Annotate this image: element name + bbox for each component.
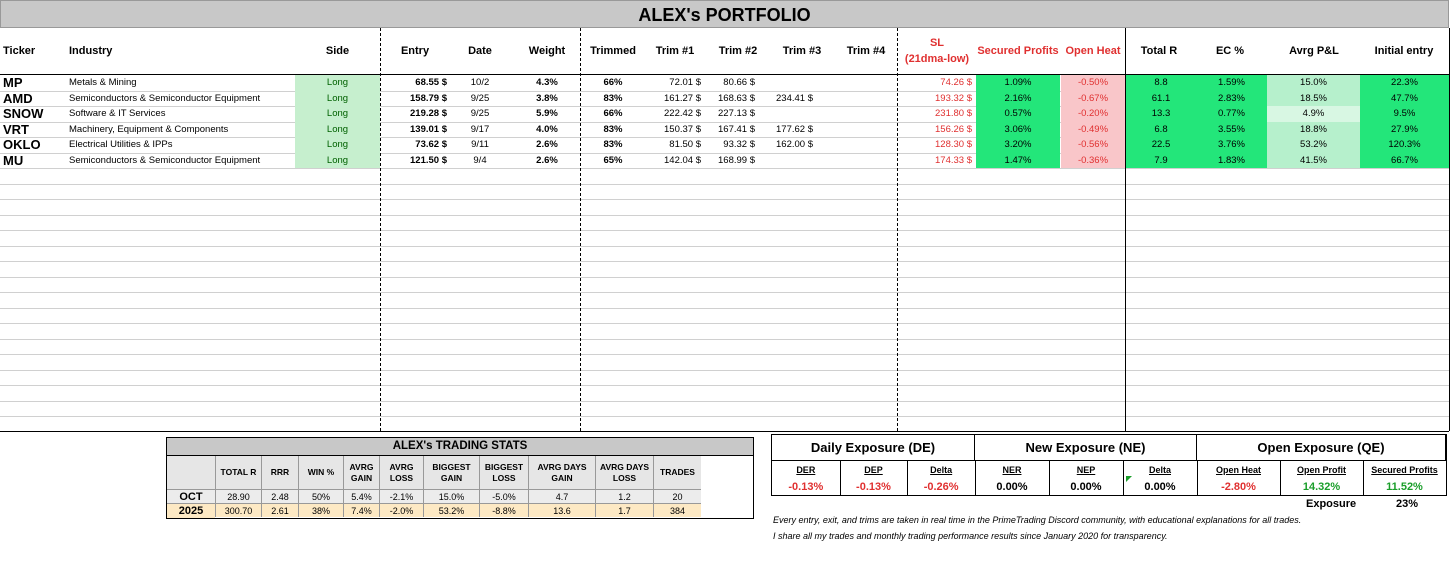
header-trim1[interactable]: Trim #1: [655, 45, 695, 57]
table-row[interactable]: [0, 106, 1449, 122]
cell-entry[interactable]: 158.79 $: [410, 92, 447, 104]
cell-total-r[interactable]: 7.9: [1126, 153, 1196, 169]
stats-row-label: 2025: [167, 503, 215, 518]
exposure-group-title: New Exposure (NE): [975, 435, 1197, 461]
stats-header: AVRG GAIN: [343, 456, 379, 489]
exposure-label: Open Profit: [1297, 465, 1346, 475]
cell-entry[interactable]: 121.50 $: [410, 154, 447, 166]
exposure-label: Open Heat: [1215, 465, 1261, 475]
cell-trim1[interactable]: 81.50 $: [669, 139, 701, 150]
stats-value: 2.48: [261, 489, 298, 503]
stats-value: 2.61: [261, 503, 298, 517]
exposure-value: 14.32%: [1302, 481, 1341, 493]
cell-trim1[interactable]: 72.01 $: [669, 77, 701, 88]
cell-trimmed[interactable]: 66%: [603, 108, 623, 119]
cell-ticker[interactable]: SNOW: [3, 106, 44, 121]
stats-value: -2.0%: [379, 503, 423, 517]
cell-sl[interactable]: 174.33 $: [935, 154, 972, 166]
grid-line: [0, 230, 1449, 231]
stats-value: -2.1%: [379, 489, 423, 503]
cell-date[interactable]: 9/25: [470, 92, 490, 104]
header-trimmed[interactable]: Trimmed: [590, 45, 636, 57]
cell-heat[interactable]: -0.50%: [1061, 75, 1125, 91]
exposure-value: 0.00%: [1144, 481, 1176, 493]
exposure-value: 0.00%: [1070, 481, 1102, 493]
cell-trim1[interactable]: 222.42 $: [664, 108, 701, 119]
cell-heat[interactable]: -0.49%: [1061, 122, 1125, 138]
cell-trimmed[interactable]: 66%: [603, 77, 623, 88]
cell-industry[interactable]: Metals & Mining: [69, 77, 137, 88]
stats-value: 4.7: [528, 489, 595, 503]
grid-line: [0, 261, 1449, 262]
cell-entry[interactable]: 139.01 $: [410, 123, 447, 135]
exposure-group-title: Open Exposure (QE): [1197, 435, 1446, 461]
header-industry[interactable]: Industry: [69, 45, 113, 57]
disclaimer-note: Every entry, exit, and trims are taken in real time in the PrimeTrading Discord community, with educational explanations for all trades.: [773, 515, 1302, 525]
header-ticker[interactable]: Ticker: [3, 45, 36, 57]
header-date[interactable]: Date: [468, 45, 492, 57]
cell-secured[interactable]: 1.09%: [976, 75, 1060, 91]
cell-ticker[interactable]: AMD: [3, 90, 33, 106]
separator-solid: [1449, 28, 1450, 431]
grid-line: [0, 323, 1449, 324]
comment-indicator-icon: [1126, 476, 1132, 482]
cell-weight[interactable]: 4.0%: [536, 123, 558, 135]
exposure-label: DER: [796, 465, 816, 475]
stats-header: AVRG DAYS LOSS: [595, 456, 653, 489]
cell-trim3[interactable]: 162.00 $: [776, 139, 813, 150]
cell-trim3[interactable]: 234.41 $: [776, 92, 813, 104]
cell-industry[interactable]: Electrical Utilities & IPPs: [69, 139, 173, 150]
cell-date[interactable]: 9/4: [473, 154, 487, 166]
cell-secured[interactable]: 3.06%: [976, 122, 1060, 138]
cell-ec[interactable]: 2.83%: [1196, 91, 1267, 107]
table-row[interactable]: [0, 137, 1449, 153]
exposure-panel: [771, 434, 1447, 496]
grid-line: [0, 292, 1449, 293]
cell-total-r[interactable]: 6.8: [1126, 122, 1196, 138]
exposure-group-title: Daily Exposure (DE): [772, 435, 975, 461]
cell-trim3[interactable]: [765, 106, 813, 122]
cell-side[interactable]: Long: [295, 91, 380, 107]
disclaimer-note: I share all my trades and monthly trading performance results since January 2020 for transparency.: [773, 531, 1168, 541]
cell-sl[interactable]: 128.30 $: [935, 139, 972, 150]
trading-stats-table: [166, 437, 754, 519]
cell-industry[interactable]: Semiconductors & Semiconductor Equipment: [69, 154, 261, 166]
exposure-separator: [1123, 461, 1124, 495]
cell-total-r[interactable]: 13.3: [1126, 106, 1196, 122]
cell-secured[interactable]: 3.20%: [976, 137, 1060, 153]
exposure-value: -0.13%: [788, 481, 824, 493]
cell-weight[interactable]: 2.6%: [536, 154, 558, 166]
header-side[interactable]: Side: [325, 45, 350, 57]
cell-heat[interactable]: -0.56%: [1061, 137, 1125, 153]
stats-value: 7.4%: [343, 503, 379, 517]
cell-secured[interactable]: 0.57%: [976, 106, 1060, 122]
exposure-value: -0.26%: [923, 481, 959, 493]
stats-header: BIGGEST LOSS: [479, 456, 528, 489]
trading-stats-title: ALEX's TRADING STATS: [167, 438, 753, 456]
cell-trim2[interactable]: 168.63 $: [718, 92, 755, 104]
cell-sl[interactable]: 231.80 $: [935, 108, 972, 119]
cell-side[interactable]: Long: [295, 153, 380, 169]
exposure-label: NER: [1002, 465, 1022, 475]
grid-line: [0, 308, 1449, 309]
cell-entry[interactable]: 219.28 $: [410, 108, 447, 119]
cell-ec[interactable]: 1.59%: [1196, 75, 1267, 91]
cell-secured[interactable]: 2.16%: [976, 91, 1060, 107]
cell-trim3[interactable]: 177.62 $: [776, 123, 813, 135]
cell-avrg-pl[interactable]: 18.8%: [1267, 122, 1360, 138]
stats-value: 50%: [298, 489, 343, 503]
stats-value: 20: [653, 489, 701, 503]
table-row[interactable]: [0, 91, 1449, 107]
header-total-r[interactable]: Total R: [1140, 45, 1178, 57]
cell-trim4[interactable]: [835, 122, 891, 138]
stats-header: TRADES: [653, 456, 701, 489]
cell-trim1[interactable]: 150.37 $: [664, 123, 701, 135]
cell-initial-entry[interactable]: 9.5%: [1360, 106, 1449, 122]
header-trim3[interactable]: Trim #3: [782, 45, 822, 57]
exposure-separator: [1280, 461, 1281, 495]
exposure-separator: [907, 461, 908, 495]
cell-initial-entry[interactable]: 66.7%: [1360, 153, 1449, 169]
cell-industry[interactable]: Semiconductors & Semiconductor Equipment: [69, 92, 261, 104]
cell-trim2[interactable]: 168.99 $: [718, 154, 755, 166]
cell-ec[interactable]: 0.77%: [1196, 106, 1267, 122]
stats-value: -8.8%: [479, 503, 528, 517]
cell-ticker[interactable]: MP: [3, 75, 23, 90]
cell-industry[interactable]: Machinery, Equipment & Components: [69, 123, 229, 135]
cell-weight[interactable]: 4.3%: [536, 77, 558, 88]
cell-trim4[interactable]: [835, 91, 891, 107]
cell-weight[interactable]: 5.9%: [536, 108, 558, 119]
table-row[interactable]: [0, 122, 1449, 138]
cell-industry[interactable]: Software & IT Services: [69, 108, 166, 119]
cell-ticker[interactable]: OKLO: [3, 137, 41, 152]
stats-value: 1.2: [595, 489, 653, 503]
stats-value: 38%: [298, 503, 343, 517]
cell-sl[interactable]: 193.32 $: [935, 92, 972, 104]
exposure-separator: [840, 461, 841, 495]
stats-value: 28.90: [215, 489, 261, 503]
header-secured-profits[interactable]: Secured Profits: [977, 45, 1059, 57]
cell-ticker[interactable]: MU: [3, 152, 24, 168]
grid-line: [0, 339, 1449, 340]
stats-value: 13.6: [528, 503, 595, 517]
stats-value: 300.70: [215, 503, 261, 517]
cell-date[interactable]: 9/17: [470, 123, 490, 135]
exposure-value: -2.80%: [1221, 481, 1256, 493]
cell-avrg-pl[interactable]: 15.0%: [1267, 75, 1360, 91]
cell-trimmed[interactable]: 83%: [603, 92, 623, 104]
stats-header: RRR: [261, 456, 298, 489]
cell-heat[interactable]: -0.36%: [1061, 153, 1125, 169]
cell-date[interactable]: 9/25: [470, 108, 490, 119]
cell-side[interactable]: Long: [295, 106, 380, 122]
grid-line: [0, 199, 1449, 200]
cell-ec[interactable]: 1.83%: [1196, 153, 1267, 169]
stats-value: 53.2%: [423, 503, 479, 517]
cell-trim4[interactable]: [835, 106, 891, 122]
stats-header: TOTAL R: [215, 456, 261, 489]
table-row[interactable]: [0, 153, 1449, 169]
cell-trim4[interactable]: [835, 137, 891, 153]
exposure-label: Exposure: [1306, 498, 1357, 510]
exposure-value: 11.52%: [1386, 481, 1423, 493]
exposure-separator: [975, 461, 976, 495]
stats-value: 1.7: [595, 503, 653, 517]
grid-line: [0, 168, 1449, 169]
exposure-label: Delta: [1148, 465, 1171, 475]
cell-avrg-pl[interactable]: 4.9%: [1267, 106, 1360, 122]
exposure-label: DEP: [864, 465, 883, 475]
stats-value: 15.0%: [423, 489, 479, 503]
cell-date[interactable]: 9/11: [471, 139, 489, 150]
cell-trimmed[interactable]: 83%: [603, 139, 623, 150]
header-initial-entry[interactable]: Initial entry: [1374, 45, 1434, 57]
header-trim2[interactable]: Trim #2: [718, 45, 758, 57]
cell-trim2[interactable]: 93.32 $: [723, 139, 755, 150]
cell-sl[interactable]: 74.26 $: [940, 77, 972, 88]
exposure-label: Secured Profits: [1371, 465, 1438, 475]
stats-header: AVRG DAYS GAIN: [528, 456, 595, 489]
header-trim4[interactable]: Trim #4: [846, 45, 886, 57]
cell-initial-entry[interactable]: 22.3%: [1360, 75, 1449, 91]
header-ec[interactable]: EC %: [1215, 45, 1245, 57]
exposure-value: 0.00%: [996, 481, 1028, 493]
portfolio-title: ALEX's PORTFOLIO: [0, 0, 1449, 28]
cell-trim1[interactable]: 142.04 $: [664, 154, 701, 166]
cell-trim2[interactable]: 167.41 $: [718, 123, 755, 135]
grid-line: [0, 184, 1449, 185]
exposure-value: -0.13%: [856, 481, 891, 493]
header-entry[interactable]: Entry: [400, 45, 430, 57]
cell-total-r[interactable]: 61.1: [1126, 91, 1196, 107]
cell-total-r[interactable]: 8.8: [1126, 75, 1196, 91]
column-header-row: [0, 28, 1449, 75]
cell-entry[interactable]: 68.55 $: [415, 77, 447, 88]
stats-header: BIGGEST GAIN: [423, 456, 479, 489]
cell-initial-entry[interactable]: 120.3%: [1360, 137, 1449, 153]
cell-trim2[interactable]: 227.13 $: [718, 108, 755, 119]
cell-avrg-pl[interactable]: 53.2%: [1267, 137, 1360, 153]
cell-secured[interactable]: 1.47%: [976, 153, 1060, 169]
grid-line: [0, 385, 1449, 386]
exposure-value: 23%: [1396, 498, 1419, 510]
cell-trim4[interactable]: [835, 75, 891, 91]
stats-header: WIN %: [298, 456, 343, 489]
cell-trim3[interactable]: [765, 153, 813, 169]
stats-header: AVRG LOSS: [379, 456, 423, 489]
exposure-label: NEP: [1076, 465, 1096, 475]
header-open-heat[interactable]: Open Heat: [1065, 45, 1121, 57]
header-sl-line1: SL: [929, 37, 945, 49]
cell-trimmed[interactable]: 65%: [603, 154, 623, 166]
cell-sl[interactable]: 156.26 $: [935, 123, 972, 135]
grid-line: [0, 246, 1449, 247]
cell-ticker[interactable]: VRT: [3, 121, 29, 137]
cell-entry[interactable]: 73.62 $: [415, 139, 447, 150]
cell-initial-entry[interactable]: 27.9%: [1360, 122, 1449, 138]
cell-heat[interactable]: -0.20%: [1061, 106, 1125, 122]
stats-value: 384: [653, 503, 701, 517]
cell-weight[interactable]: 2.6%: [536, 139, 558, 150]
grid-line: [0, 416, 1449, 417]
stats-value: 5.4%: [343, 489, 379, 503]
exposure-label: Delta: [930, 465, 953, 475]
grid-line: [0, 277, 1449, 278]
cell-trim2[interactable]: 80.66 $: [723, 77, 755, 88]
table-row[interactable]: [0, 75, 1449, 91]
cell-side[interactable]: Long: [295, 137, 380, 153]
cell-initial-entry[interactable]: 47.7%: [1360, 91, 1449, 107]
cell-side[interactable]: Long: [295, 75, 380, 91]
exposure-separator: [1363, 461, 1364, 495]
cell-ec[interactable]: 3.76%: [1196, 137, 1267, 153]
cell-trimmed[interactable]: 83%: [603, 123, 623, 135]
cell-trim1[interactable]: 161.27 $: [664, 92, 701, 104]
header-weight[interactable]: Weight: [528, 45, 566, 57]
header-sl-line2: (21dma-low): [904, 53, 970, 65]
cell-side[interactable]: Long: [295, 122, 380, 138]
grid-line: [0, 354, 1449, 355]
cell-total-r[interactable]: 22.5: [1126, 137, 1196, 153]
cell-ec[interactable]: 3.55%: [1196, 122, 1267, 138]
cell-avrg-pl[interactable]: 18.5%: [1267, 91, 1360, 107]
stats-value: -5.0%: [479, 489, 528, 503]
cell-date[interactable]: 10/2: [470, 77, 490, 88]
cell-trim4[interactable]: [835, 153, 891, 169]
header-stop-loss[interactable]: [900, 28, 974, 74]
exposure-separator: [1197, 461, 1198, 495]
grid-line: [0, 370, 1449, 371]
grid-line: [0, 215, 1449, 216]
cell-heat[interactable]: -0.67%: [1061, 91, 1125, 107]
exposure-separator: [1049, 461, 1050, 495]
grid-line: [0, 401, 1449, 402]
stats-row-label: OCT: [167, 489, 215, 504]
header-avrg-pl[interactable]: Avrg P&L: [1289, 45, 1339, 57]
cell-avrg-pl[interactable]: 41.5%: [1267, 153, 1360, 169]
cell-trim3[interactable]: [765, 75, 813, 91]
stats-corner: [167, 456, 215, 489]
cell-weight[interactable]: 3.8%: [536, 92, 558, 104]
